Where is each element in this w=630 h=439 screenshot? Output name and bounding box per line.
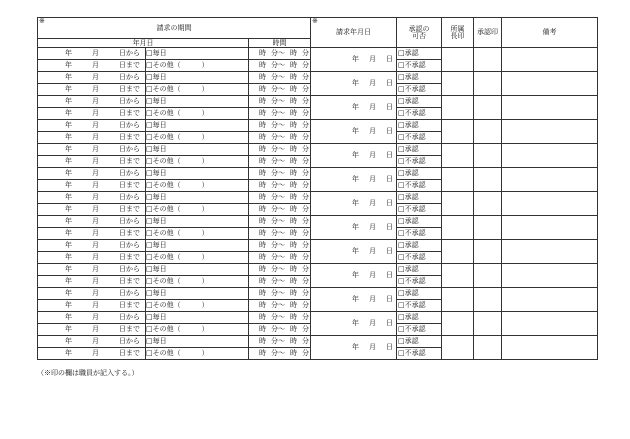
approve-checkbox[interactable]: □承認 [397,288,442,300]
other-checkbox[interactable]: □その他（ ） [146,276,249,288]
daily-checkbox[interactable]: □毎日 [146,216,249,228]
staff-mark: ※ [312,17,318,25]
approver-seal-cell[interactable] [474,264,502,288]
remarks-cell[interactable] [502,168,598,192]
request-date-cell[interactable]: 年 月 日 [311,120,397,144]
request-date-cell[interactable]: 年 月 日 [311,288,397,312]
end-time-cell[interactable]: 時 分～ 時 分 [249,180,311,192]
daily-checkbox[interactable]: □毎日 [146,72,249,84]
other-checkbox[interactable]: □その他（ ） [146,156,249,168]
approve-checkbox[interactable]: □承認 [397,240,442,252]
request-date-cell[interactable]: 年 月 日 [311,72,397,96]
start-time-cell[interactable]: 時 分～ 時 分 [249,288,311,300]
end-time-cell[interactable]: 時 分～ 時 分 [249,252,311,264]
remarks-cell[interactable] [502,312,598,336]
end-date-cell[interactable]: 年 月 日まで [38,276,146,288]
remarks-cell[interactable] [502,144,598,168]
dept-head-seal-cell[interactable] [442,48,474,72]
request-date-cell[interactable]: 年 月 日 [311,144,397,168]
end-date-cell[interactable]: 年 月 日まで [38,60,146,72]
other-checkbox[interactable]: □その他（ ） [146,84,249,96]
other-checkbox[interactable]: □その他（ ） [146,180,249,192]
start-date-cell[interactable]: 年 月 日から [38,192,146,204]
end-time-cell[interactable]: 時 分～ 時 分 [249,276,311,288]
approve-checkbox[interactable]: □承認 [397,96,442,108]
end-date-cell[interactable]: 年 月 日まで [38,300,146,312]
dept-head-seal-cell[interactable] [442,192,474,216]
other-checkbox[interactable]: □その他（ ） [146,132,249,144]
dept-head-seal-cell[interactable] [442,120,474,144]
request-date-header [311,18,397,48]
approve-checkbox[interactable]: □承認 [397,336,442,348]
approver-seal-cell[interactable] [474,72,502,96]
daily-checkbox[interactable]: □毎日 [146,96,249,108]
other-checkbox[interactable]: □その他（ ） [146,108,249,120]
daily-checkbox[interactable]: □毎日 [146,120,249,132]
request-date-cell[interactable]: 年 月 日 [311,96,397,120]
request-form-table [37,17,598,360]
approver-seal-cell[interactable] [474,192,502,216]
end-time-cell[interactable]: 時 分～ 時 分 [249,156,311,168]
end-date-cell[interactable]: 年 月 日まで [38,132,146,144]
approver-seal-cell[interactable] [474,288,502,312]
approver-seal-cell[interactable] [474,120,502,144]
remarks-cell[interactable] [502,192,598,216]
daily-checkbox[interactable]: □毎日 [146,48,249,60]
request-date-cell[interactable]: 年 月 日 [311,192,397,216]
start-time-cell[interactable]: 時 分～ 時 分 [249,312,311,324]
approve-checkbox[interactable]: □承認 [397,264,442,276]
dept-head-seal-cell[interactable] [442,168,474,192]
approve-checkbox[interactable]: □承認 [397,216,442,228]
end-time-cell[interactable]: 時 分～ 時 分 [249,84,311,96]
start-date-cell[interactable]: 年 月 日から [38,120,146,132]
approve-checkbox[interactable]: □承認 [397,192,442,204]
other-checkbox[interactable]: □その他（ ） [146,60,249,72]
daily-checkbox[interactable]: □毎日 [146,168,249,180]
end-date-cell[interactable]: 年 月 日まで [38,348,146,360]
end-date-cell[interactable]: 年 月 日まで [38,228,146,240]
remarks-header: 備考 [502,18,598,48]
start-date-cell[interactable]: 年 月 日から [38,264,146,276]
daily-checkbox[interactable]: □毎日 [146,312,249,324]
approver-seal-cell[interactable] [474,96,502,120]
daily-checkbox[interactable]: □毎日 [146,192,249,204]
footnote: （※印の欄は職員が記入する。） [37,369,139,377]
remarks-cell[interactable] [502,240,598,264]
daily-checkbox[interactable]: □毎日 [146,240,249,252]
dept-head-seal-cell[interactable] [442,264,474,288]
daily-checkbox[interactable]: □毎日 [146,144,249,156]
approval-header: 承認の 可否 [397,18,442,48]
remarks-cell[interactable] [502,120,598,144]
start-time-cell[interactable]: 時 分～ 時 分 [249,216,311,228]
remarks-cell[interactable] [502,264,598,288]
end-time-cell[interactable]: 時 分～ 時 分 [249,108,311,120]
request-date-cell[interactable]: 年 月 日 [311,216,397,240]
staff-mark: ※ [39,17,45,25]
period-header [38,18,311,39]
start-date-cell[interactable]: 年 月 日から [38,144,146,156]
remarks-cell[interactable] [502,72,598,96]
other-checkbox[interactable]: □その他（ ） [146,252,249,264]
daily-checkbox[interactable]: □毎日 [146,288,249,300]
end-date-cell[interactable]: 年 月 日まで [38,180,146,192]
other-checkbox[interactable]: □その他（ ） [146,228,249,240]
end-time-cell[interactable]: 時 分～ 時 分 [249,228,311,240]
start-time-cell[interactable]: 時 分～ 時 分 [249,336,311,348]
start-time-cell[interactable]: 時 分～ 時 分 [249,144,311,156]
dept-head-seal-cell[interactable] [442,312,474,336]
dept-head-seal-cell[interactable] [442,216,474,240]
approve-checkbox[interactable]: □承認 [397,48,442,60]
start-time-cell[interactable]: 時 分～ 時 分 [249,240,311,252]
end-time-cell[interactable]: 時 分～ 時 分 [249,324,311,336]
not-approve-checkbox[interactable]: □不承認 [397,324,442,336]
request-date-label: 請求年月日 [336,28,371,36]
approver-seal-cell[interactable] [474,168,502,192]
start-date-cell[interactable]: 年 月 日から [38,312,146,324]
start-time-cell[interactable]: 時 分～ 時 分 [249,96,311,108]
approver-seal-cell[interactable] [474,240,502,264]
request-date-cell[interactable]: 年 月 日 [311,240,397,264]
start-date-cell[interactable]: 年 月 日から [38,168,146,180]
start-time-cell[interactable]: 時 分～ 時 分 [249,120,311,132]
request-date-cell[interactable]: 年 月 日 [311,48,397,72]
start-date-cell[interactable]: 年 月 日から [38,240,146,252]
dept-head-seal-cell[interactable] [442,96,474,120]
not-approve-checkbox[interactable]: □不承認 [397,300,442,312]
period-header-label: 請求の期間 [156,23,192,32]
request-date-cell[interactable]: 年 月 日 [311,312,397,336]
request-date-cell[interactable]: 年 月 日 [311,336,397,360]
approver-seal-cell[interactable] [474,48,502,72]
approve-checkbox[interactable]: □承認 [397,72,442,84]
approver-seal-header: 承認印 [474,18,502,48]
remarks-cell[interactable] [502,336,598,360]
start-date-cell[interactable]: 年 月 日から [38,72,146,84]
request-date-cell[interactable]: 年 月 日 [311,168,397,192]
start-date-cell[interactable]: 年 月 日から [38,288,146,300]
start-date-cell[interactable]: 年 月 日から [38,96,146,108]
dept-head-seal-header: 所属 長印 [442,18,474,48]
not-approve-checkbox[interactable]: □不承認 [397,252,442,264]
not-approve-checkbox[interactable]: □不承認 [397,180,442,192]
not-approve-checkbox[interactable]: □不承認 [397,228,442,240]
daily-checkbox[interactable]: □毎日 [146,264,249,276]
end-date-cell[interactable]: 年 月 日まで [38,204,146,216]
daily-checkbox[interactable]: □毎日 [146,336,249,348]
not-approve-checkbox[interactable]: □不承認 [397,84,442,96]
end-time-cell[interactable]: 時 分～ 時 分 [249,60,311,72]
dept-head-seal-cell[interactable] [442,144,474,168]
start-time-cell[interactable]: 時 分～ 時 分 [249,264,311,276]
approver-seal-cell[interactable] [474,312,502,336]
approve-checkbox[interactable]: □承認 [397,312,442,324]
not-approve-checkbox[interactable]: □不承認 [397,60,442,72]
other-checkbox[interactable]: □その他（ ） [146,300,249,312]
remarks-cell[interactable] [502,96,598,120]
end-date-cell[interactable]: 年 月 日まで [38,156,146,168]
start-date-cell[interactable]: 年 月 日から [38,48,146,60]
start-time-cell[interactable]: 時 分～ 時 分 [249,72,311,84]
other-checkbox[interactable]: □その他（ ） [146,348,249,360]
dept-head-seal-cell[interactable] [442,240,474,264]
end-time-cell[interactable]: 時 分～ 時 分 [249,348,311,360]
not-approve-checkbox[interactable]: □不承認 [397,348,442,360]
not-approve-checkbox[interactable]: □不承認 [397,108,442,120]
end-date-cell[interactable]: 年 月 日まで [38,108,146,120]
remarks-cell[interactable] [502,216,598,240]
start-time-cell[interactable]: 時 分～ 時 分 [249,192,311,204]
approve-checkbox[interactable]: □承認 [397,120,442,132]
other-checkbox[interactable]: □その他（ ） [146,204,249,216]
start-date-cell[interactable]: 年 月 日から [38,216,146,228]
ymd-subheader: 年月日 [38,39,249,48]
dept-head-seal-cell[interactable] [442,288,474,312]
request-date-cell[interactable]: 年 月 日 [311,264,397,288]
end-time-cell[interactable]: 時 分～ 時 分 [249,204,311,216]
dept-head-seal-cell[interactable] [442,72,474,96]
not-approve-checkbox[interactable]: □不承認 [397,276,442,288]
end-date-cell[interactable]: 年 月 日まで [38,324,146,336]
end-time-cell[interactable]: 時 分～ 時 分 [249,132,311,144]
not-approve-checkbox[interactable]: □不承認 [397,156,442,168]
approve-checkbox[interactable]: □承認 [397,168,442,180]
time-subheader: 時間 [249,39,311,48]
approver-seal-cell[interactable] [474,144,502,168]
remarks-cell[interactable] [502,288,598,312]
remarks-cell[interactable] [502,48,598,72]
end-date-cell[interactable]: 年 月 日まで [38,84,146,96]
not-approve-checkbox[interactable]: □不承認 [397,132,442,144]
end-date-cell[interactable]: 年 月 日まで [38,252,146,264]
approver-seal-cell[interactable] [474,216,502,240]
dept-head-seal-cell[interactable] [442,336,474,360]
start-time-cell[interactable]: 時 分～ 時 分 [249,168,311,180]
start-time-cell[interactable]: 時 分～ 時 分 [249,48,311,60]
end-time-cell[interactable]: 時 分～ 時 分 [249,300,311,312]
not-approve-checkbox[interactable]: □不承認 [397,204,442,216]
approve-checkbox[interactable]: □承認 [397,144,442,156]
other-checkbox[interactable]: □その他（ ） [146,324,249,336]
start-date-cell[interactable]: 年 月 日から [38,336,146,348]
approver-seal-cell[interactable] [474,336,502,360]
